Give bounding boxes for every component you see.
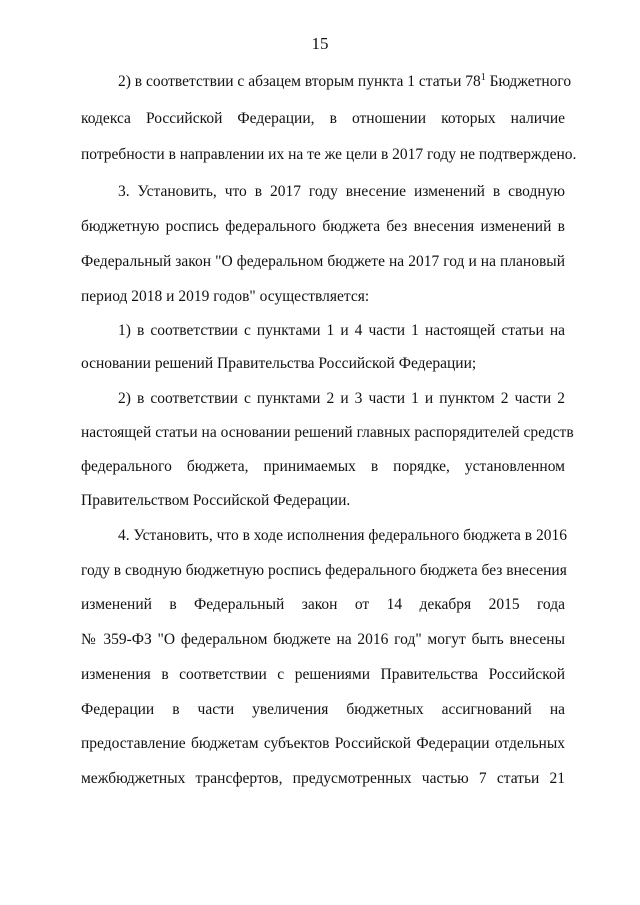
text-line: № 359-ФЗ "О федеральном бюджете на 2016 год" могут быть внесены bbox=[81, 631, 565, 648]
text-line: период 2018 и 2019 годов" осуществляется: bbox=[81, 288, 370, 305]
text-line: 4. Установить, что в ходе исполнения федерального бюджета в 2016 bbox=[118, 527, 567, 544]
text-line: основании решений Правительства Российской Федерации; bbox=[81, 355, 477, 372]
text-line: предоставление бюджетам субъектов Российской Федерации отдельных bbox=[81, 735, 565, 752]
text-line: 1) в соответствии с пунктами 1 и 4 части 1 настоящей статьи на bbox=[118, 322, 565, 339]
superscript: 1 bbox=[480, 71, 486, 83]
text-fragment: Бюджетного bbox=[485, 73, 572, 90]
text-line: изменений в Федеральный закон от 14 декабря 2015 года bbox=[81, 596, 565, 613]
text-line: кодекса Российской Федерации, в отношении которых наличие bbox=[81, 110, 565, 127]
text-line: бюджетную роспись федерального бюджета без внесения изменений в bbox=[81, 218, 565, 235]
text-line: году в сводную бюджетную роспись федерального бюджета без внесения bbox=[81, 562, 567, 579]
text-line: федерального бюджета, принимаемых в порядке, установленном bbox=[81, 458, 565, 475]
text-line: Правительством Российской Федерации. bbox=[81, 492, 351, 509]
text-line: Федеральный закон "О федеральном бюджете на 2017 год и на плановый bbox=[81, 253, 565, 270]
text-line: изменения в соответствии с решениями Правительства Российской bbox=[81, 666, 565, 683]
text-line: потребности в направлении их на те же цели в 2017 году не подтверждено. bbox=[81, 146, 577, 163]
text-line: межбюджетных трансфертов, предусмотренных частью 7 статьи 21 bbox=[81, 770, 565, 787]
text-line bbox=[118, 71, 572, 91]
page-number: 15 bbox=[311, 34, 329, 53]
text-line: 2) в соответствии с пунктами 2 и 3 части 1 и пунктом 2 части 2 bbox=[118, 390, 565, 407]
text-line: 3. Установить, что в 2017 году внесение изменений в сводную bbox=[118, 183, 565, 200]
text-line: настоящей статьи на основании решений главных распорядителей средств bbox=[81, 424, 574, 441]
text-line: Федерации в части увеличения бюджетных ассигнований на bbox=[81, 701, 565, 718]
text-fragment: 2) в соответствии с абзацем вторым пункта 1 статьи 78 bbox=[118, 73, 481, 90]
